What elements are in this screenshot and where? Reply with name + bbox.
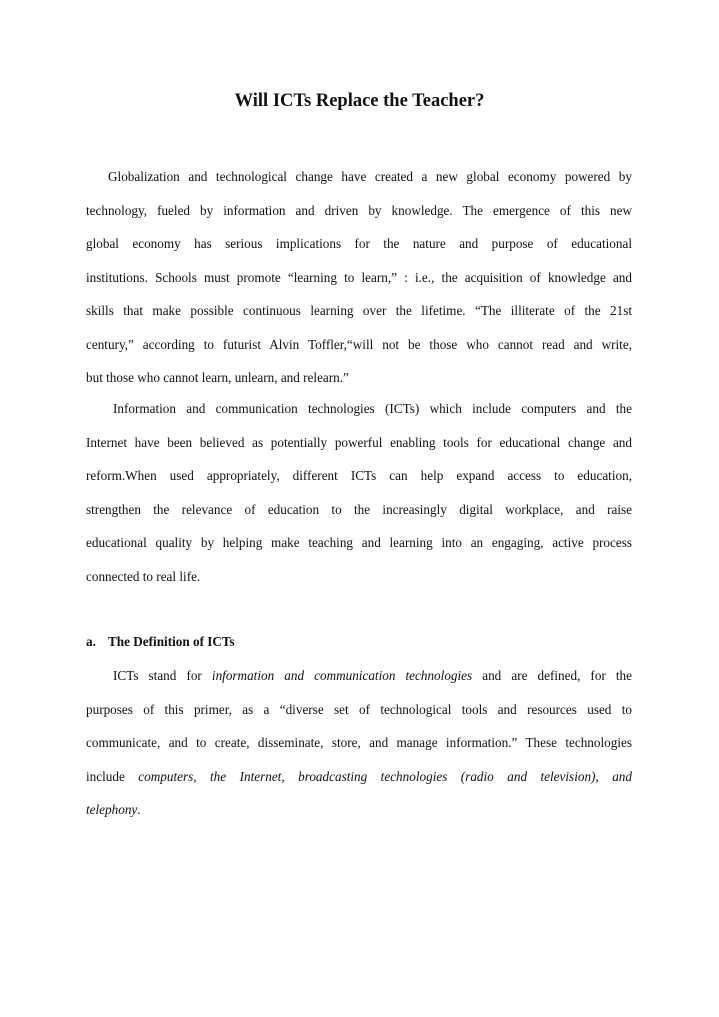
text-line: educational quality by helping make teaching and learning into an engaging, active process <box>86 535 632 550</box>
text-run: and are defined, for the <box>472 668 632 683</box>
text-line <box>86 659 632 693</box>
text-line: technology, fueled by information and driven by knowledge. The emergence of this new <box>86 202 632 218</box>
section-heading-definition <box>86 632 235 652</box>
paragraph-icts-education <box>86 392 632 593</box>
text-line <box>86 793 632 827</box>
italic-term: information and communication technologies <box>211 668 473 683</box>
text-line: century,” according to futurist Alvin Toffler,“will not be those who cannot read and write, <box>86 336 632 352</box>
text-line: Internet have been believed as potentially powerful enabling tools for educational change and <box>86 434 632 450</box>
document-title: Will ICTs Replace the Teacher? <box>234 91 485 111</box>
text-line <box>86 760 632 794</box>
text-run: . <box>137 802 141 817</box>
text-line: communicate, and to create, disseminate, store, and manage information.” These technologies <box>86 735 632 750</box>
italic-term: computers, the Internet, broadcasting technologies (radio and television), and <box>138 768 632 784</box>
text-line: but those who cannot learn, unlearn, and relearn.” <box>86 370 349 385</box>
text-run: include <box>86 768 139 784</box>
paragraph-globalization <box>86 160 632 395</box>
text-line: strengthen the relevance of education to the increasingly digital workplace, and raise <box>86 501 632 517</box>
section-heading-text: The Definition of ICTs <box>108 634 235 649</box>
section-letter: a. <box>86 634 96 649</box>
italic-term: telephony <box>86 802 138 817</box>
text-line: connected to real life. <box>86 568 201 584</box>
text-run: ICTs stand for <box>113 668 212 683</box>
paragraph-definition <box>86 659 632 827</box>
text-line: institutions. Schools must promote “learning to learn,” : i.e., the acquisition of knowledge and <box>86 269 632 285</box>
text-line: purposes of this primer, as a “diverse set of technological tools and resources used to <box>86 701 632 717</box>
text-line: global economy has serious implications for the nature and purpose of educational <box>86 236 632 251</box>
text-line: Globalization and technological change have created a new global economy powered by <box>108 169 632 184</box>
text-line: Information and communication technologies (ICTs) which include computers and the <box>113 401 632 416</box>
text-line: skills that make possible continuous learning over the lifetime. “The illiterate of the 21st <box>86 303 632 318</box>
text-line: reform.When used appropriately, different ICTs can help expand access to education, <box>86 468 632 483</box>
